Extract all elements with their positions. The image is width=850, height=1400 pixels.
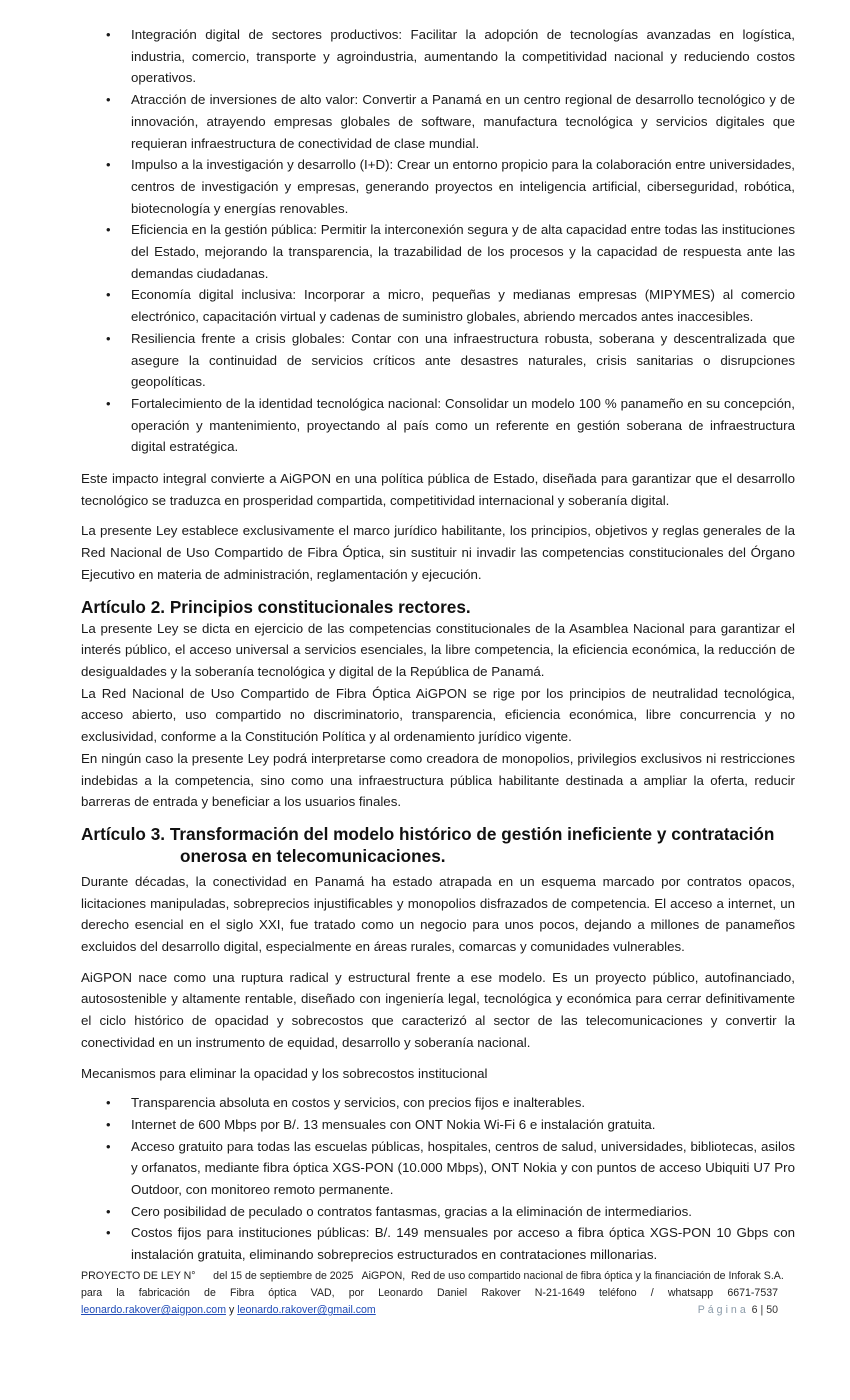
list-item: • Economía digital inclusiva: Incorporar a micro, pequeñas y medianas empresas (MIPYMES) al comercio electrónico, capacitación virtual y cadenas de suministro globales, abriendo mercados antes inaccesibles. bbox=[81, 284, 795, 327]
article-2-paragraph: La presente Ley se dicta en ejercicio de las competencias constitucionales de la Asamblea Nacional para garantizar el interés público, el acceso universal a servicios esenciales, la libre competencia, la eficiencia económica, la reducción de desigualdades y la soberanía tecnológica y digital de la República de Panamá. bbox=[81, 620, 795, 679]
email-link-aigpon[interactable]: leonardo.rakover@aigpon.com bbox=[81, 1304, 227, 1316]
page-number bbox=[698, 1302, 778, 1319]
list-item: • Integración digital de sectores productivos: Facilitar la adopción de tecnologías avanzadas en logística, industria, comercio, transporte y agroindustria, aumentando la competitividad nacional y reduciendo costos operativos. bbox=[81, 24, 795, 89]
bullet-icon: • bbox=[106, 287, 111, 303]
bullet-icon: • bbox=[106, 1116, 111, 1132]
list-item: • Acceso gratuito para todas las escuelas públicas, hospitales, centros de salud, universidades, bibliotecas, asilos y orfanatos, mediante fibra óptica XGS-PON (10.000 Mbps), ONT Nokia y con puntos de acceso Ubiquiti U7 Pro Outdoor, con monitoreo remoto permanente. bbox=[81, 1136, 795, 1201]
list-item: • Fortalecimiento de la identidad tecnológica nacional: Consolidar un modelo 100 % panameño en su concepción, operación y mantenimiento, proyectando al país como un referente en gestión soberana de infraestructura digital estratégica. bbox=[81, 393, 795, 458]
page-footer bbox=[81, 1268, 784, 1319]
bullet-icon: • bbox=[106, 157, 111, 173]
mechanisms-bullet-list bbox=[81, 1092, 795, 1266]
bullet-icon: • bbox=[106, 1203, 111, 1219]
list-item: • Resiliencia frente a crisis globales: Contar con una infraestructura robusta, soberana y descentralizada que asegure la continuidad de servicios críticos ante desastres naturales, crisis sanitarias o disrupciones geopolíticas. bbox=[81, 328, 795, 393]
article-3-heading-line1: Artículo 3. Transformación del modelo histórico de gestión ineficiente y contratación bbox=[81, 823, 775, 844]
page-count: 6 | 50 bbox=[751, 1304, 778, 1316]
impact-paragraph: Este impacto integral convierte a AiGPON en una política pública de Estado, diseñada para garantizar que el desarrollo tecnológico se traduzca en prosperidad compartida, competitividad internacional y soberanía digital. bbox=[81, 471, 795, 508]
bullet-icon: • bbox=[106, 92, 111, 108]
article-2-heading: Artículo 2. Principios constitucionales rectores. bbox=[81, 596, 471, 617]
mechanisms-intro: Mecanismos para eliminar la opacidad y los sobrecostos institucional bbox=[81, 1065, 488, 1081]
list-item: • Eficiencia en la gestión pública: Permitir la interconexión segura y de alta capacidad entre todas las instituciones del Estado, mejorando la transparencia, la trazabilidad de los procesos y la capacidad de respuesta ante las demandas ciudadanas. bbox=[81, 219, 795, 284]
benefits-bullet-list bbox=[81, 24, 795, 458]
bullet-icon: • bbox=[106, 1138, 111, 1154]
legal-framework-paragraph: La presente Ley establece exclusivamente el marco jurídico habilitante, los principios, objetivos y reglas generales de la Red Nacional de Uso Compartido de Fibra Óptica, sin sustituir ni invadir las competencias constitucionales del Órgano Ejecutivo en materia de administración, reglamentación y ejecución. bbox=[81, 523, 795, 582]
list-item: • Atracción de inversiones de alto valor: Convertir a Panamá en un centro regional de desarrollo tecnológico y de innovación, atrayendo empresas globales de software, manufactura tecnológica y servicios digitales que requieran infraestructura de conectividad de clase mundial. bbox=[81, 89, 795, 154]
footer-line-1: PROYECTO DE LEY N° del 15 de septiembre de 2025 AiGPON, Red de uso compartido nacional de fibra óptica y la financiación de Inforak S.A. bbox=[81, 1270, 784, 1282]
list-item: • Transparencia absoluta en costos y servicios, con precios fijos e inalterables. bbox=[81, 1092, 795, 1114]
list-item: • Impulso a la investigación y desarrollo (I+D): Crear un entorno propicio para la colaboración entre universidades, centros de investigación y empresas, generando proyectos en inteligencia artificial, ciberseguridad, robótica, biotecnología y energías renovables. bbox=[81, 154, 795, 219]
bullet-icon: • bbox=[106, 1095, 111, 1111]
page-label: Página bbox=[697, 1304, 749, 1316]
footer-line-2: para la fabricación de Fibra óptica VAD, por Leonardo Daniel Rakover N-21-1649 teléfono / whatsapp 6671-7537 bbox=[81, 1287, 778, 1299]
article-3-paragraph: AiGPON nace como una ruptura radical y estructural frente a ese modelo. Es un proyecto público, autofinanciado, autosostenible y altamente rentable, diseñado con ingeniería legal, tecnológica y económica para cerrar definitivamente el ciclo histórico de opacidad y sobrecostos que caracterizó al sector de las telecomunicaciones y convertir la conectividad en un instrumento de equidad, desarrollo y soberanía nacional. bbox=[81, 969, 795, 1050]
article-3-heading-line2: onerosa en telecomunicaciones. bbox=[180, 845, 446, 866]
bullet-icon: • bbox=[106, 330, 111, 346]
bullet-icon: • bbox=[106, 222, 111, 238]
footer-contact bbox=[81, 1302, 778, 1319]
list-item: • Internet de 600 Mbps por B/. 13 mensuales con ONT Nokia Wi-Fi 6 e instalación gratuita. bbox=[81, 1114, 795, 1136]
email-link-gmail[interactable]: leonardo.rakover@gmail.com bbox=[237, 1304, 376, 1316]
bullet-icon: • bbox=[106, 1225, 111, 1241]
bullet-icon: • bbox=[106, 27, 111, 42]
article-3-paragraph: Durante décadas, la conectividad en Panamá ha estado atrapada en un esquema marcado por contratos opacos, licitaciones manipuladas, sobreprecios injustificables y monopolios disfrazados de competencia. El acceso a internet, un derecho esencial en el siglo XXI, fue tratado como un negocio para unos pocos, dejando a millones de panameños excluidos del desarrollo digital, especialmente en áreas rurales, comarcas y comunidades vulnerables. bbox=[81, 873, 795, 955]
document-page bbox=[81, 24, 795, 1266]
article-2-paragraph: En ningún caso la presente Ley podrá interpretarse como creadora de monopolios, privilegios exclusivos ni restricciones indebidas a la competencia, sino como una infraestructura pública habilitante destinada a ampliar la oferta, reducir barreras de entrada y beneficiar a los usuarios finales. bbox=[81, 750, 795, 810]
bullet-icon: • bbox=[106, 395, 111, 411]
article-2-paragraph: La Red Nacional de Uso Compartido de Fibra Óptica AiGPON se rige por los principios de neutralidad tecnológica, acceso abierto, uso compartido no discriminatorio, transparencia, eficiencia económica, libre concurrencia y no exclusividad, conforme a la Constitución Política y al ordenamiento jurídico vigente. bbox=[81, 685, 795, 745]
article-3-heading bbox=[81, 823, 795, 867]
email-conjunction: y bbox=[228, 1304, 235, 1316]
list-item: • Costos fijos para instituciones públicas: B/. 149 mensuales por acceso a fibra óptica XGS-PON 10 Gbps con instalación gratuita, eliminando sobreprecios estructurados en contrataciones millonarias. bbox=[81, 1222, 795, 1265]
list-item: • Cero posibilidad de peculado o contratos fantasmas, gracias a la eliminación de intermediarios. bbox=[81, 1201, 795, 1223]
